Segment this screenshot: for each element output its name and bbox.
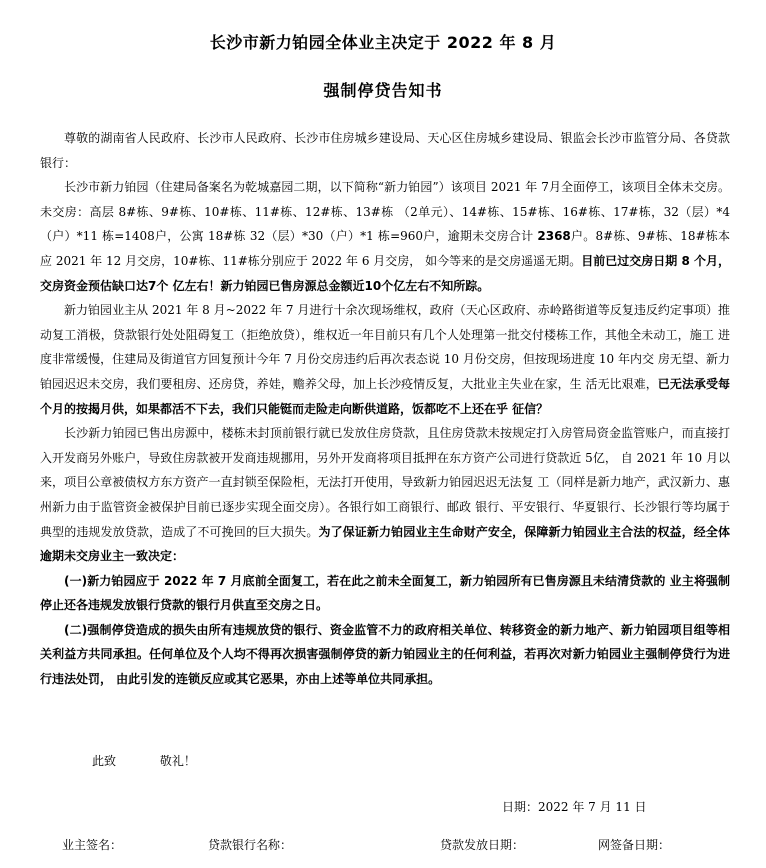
unit-count: 2368	[537, 229, 571, 244]
owner-signature-label: 业主签名：	[62, 838, 123, 852]
contract-record-date-label: 网签备日期：	[598, 838, 671, 852]
paragraph-1-text-a: 长沙市新力铂园（住建局备案名为乾城嘉园二期，以下简称“新力铂园”）该项目 2021 年 7月全面停工，该项目全体未交房。未交房：高层 8#栋、9#栋、10#栋、11#栋、12#栋、13#栋 （2单元）、14#栋、15#栋、16#栋、17#栋，32（层）*4（户）*11 栋=1408户，公寓 18#栋 32（层）*30（户）*1 栋=960户，逾期未交房合计	[40, 180, 730, 244]
decision-item-1: (一)新力铂园应于 2022 年 7 月底前全面复工，若在此之前未全面复工，新力铂园所有已售房源且未结清贷款的 业主将强制停止还各违规发放银行贷款的银行月供直至交房之日。	[40, 573, 730, 613]
bank-name-label: 贷款银行名称：	[208, 838, 293, 852]
closing-salute: 敬礼！	[159, 754, 196, 768]
paragraph-3	[40, 421, 730, 569]
paragraph-1	[40, 175, 730, 298]
paragraph-3-bold: 为了保证新力铂园业主生命财产安全，保障新力铂园业主合法的权益，经全体逾期未交房业主一致决定：	[40, 524, 730, 564]
paragraph-1-text-b: 户。8#栋、9#栋、18#栋本应 2021 年 12 月交房，10#栋、11#栋分别应于 2022 年 6 月交房， 如今等来的是交房遥遥无期。	[40, 229, 730, 268]
salutation: 尊敬的湖南省人民政府、长沙市人民政府、长沙市住房城乡建设局、天心区住房城乡建设局、银监会长沙市监管分局、各贷款银行：	[40, 131, 730, 170]
paragraph-3-text: 长沙新力铂园已售出房源中，楼栋未封顶前银行就已发放住房贷款，且住房贷款未按规定打入房管局资金监管账户，而直接打入开发商另外账户，导致住房款被开发商违规挪用，另外开发商将项目抵押在东方资产公司进行贷款近 5亿， 自 2021 年 10 月以来，项目公章被债权方东方资产一直封锁至保险柜，无法打开使用，导致新力铂园迟迟无法复 工（同样是新力地产，武汉新力、惠州新力由于监管资金被保护目前已逐步实现全面交房）。各银行如工商银行、邮政 银行、平安银行、华夏银行、长沙银行等均属于典型的违规发放贷款，造成了不可挽回的巨大损失。	[40, 426, 730, 539]
paragraph-2	[40, 298, 730, 421]
closing-respect: 此致	[92, 754, 117, 768]
paragraph-1-bold: 目前已过交房日期 8 个月，交房资金预估缺口达7个 亿左右！新力铂园已售房源总金额近10个亿左右不知所踪。	[40, 253, 730, 293]
closing	[92, 752, 236, 769]
decision-item-2: (二)强制停贷造成的损失由所有违规放贷的银行、资金监管不力的政府相关单位、转移资金的新力地产、新力铂园项目组等相关利益方共同承担。任何单位及个人均不得再次损害强制停贷的新力铂园业主的任何利益，若再次对新力铂园业主强制停贷行为进行违法处罚， 由此引发的连锁反应或其它恶果，亦由上述等单位共同承担。	[40, 622, 730, 687]
document-body	[40, 126, 730, 692]
loan-date-label: 贷款发放日期：	[440, 838, 525, 852]
paragraph-2-text: 新力铂园业主从 2021 年 8 月~2022 年 7 月进行十余次现场维权，政府（天心区政府、赤岭路街道等反复违反约定事项）推动复工消极，贷款银行处处阻碍复工（拒绝放贷），维权近一年目前只有几个人处理第一批交付楼栋工作，其他全未动工，施工 进度非常缓慢，住建局及街道官方回复预计今年 7 月份交房违约后再次表态说 10 月份交房，但按现场进度 10 年内交 房无望、新力铂园迟迟未交房，我们要租房、还房贷，养娃，赡养父母，加上长沙疫情反复，大批业主失业在家，生 活无比艰难，	[40, 303, 730, 391]
paragraph-2-bold: 已无法承受每个月的按揭月供，如果都活不下去，我们只能铤而走险走向断供道路，饭都吃不上还在乎 征信？	[40, 376, 730, 416]
document-title: 长沙市新力铂园全体业主决定于 2022 年 8 月	[209, 33, 557, 52]
document-date: 日期：2022 年 7 月 11 日	[502, 800, 647, 814]
document-subtitle: 强制停贷告知书	[323, 81, 443, 100]
